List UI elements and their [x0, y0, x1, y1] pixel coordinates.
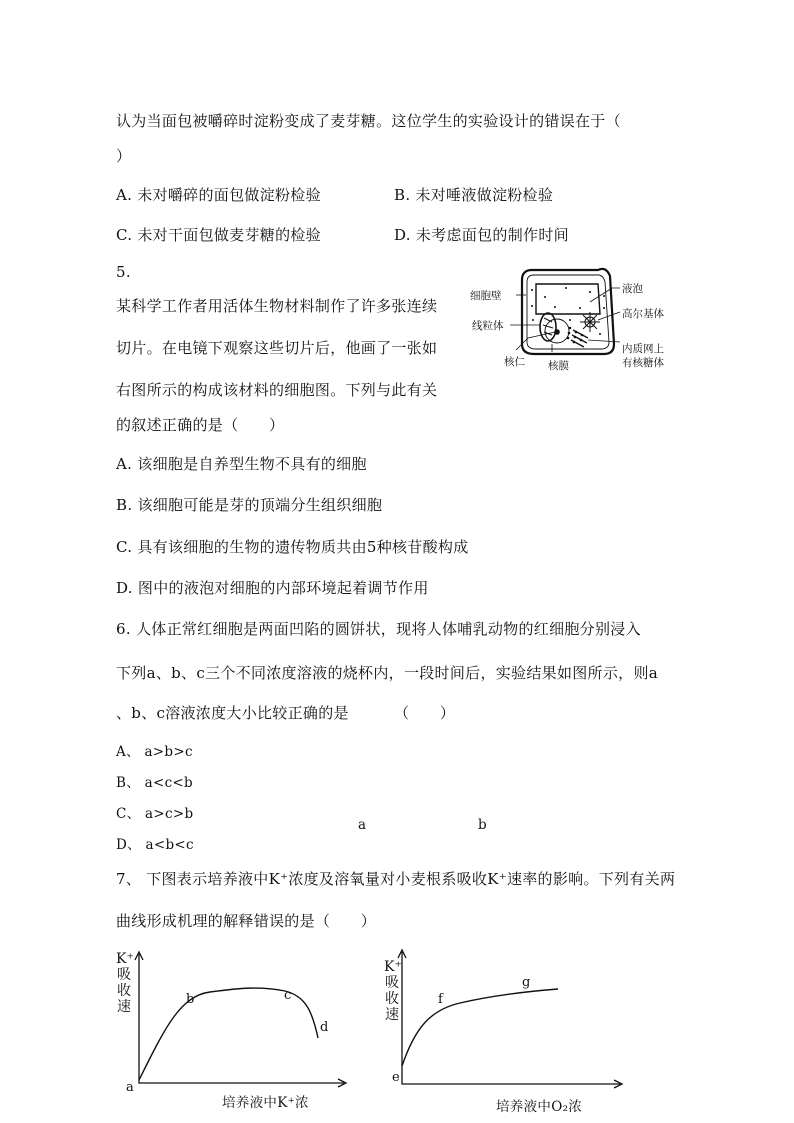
graph2-ylabel: 速 — [385, 1007, 399, 1023]
label-er-line2: 有核糖体 — [622, 357, 664, 369]
label-cell-wall: 细胞壁 — [470, 290, 502, 302]
graph2-point-f: f — [438, 992, 443, 1007]
q6-stem-line: 、b、c溶液浓度大小比较正确的是 — [116, 704, 349, 722]
graph2-axes-curve — [380, 948, 640, 1118]
graph1-ylabel: 吸 — [117, 967, 131, 983]
graph2-ylabel: 吸 — [385, 975, 399, 991]
q4-option-a[interactable]: A. 未对嚼碎的面包做淀粉检验 — [116, 186, 321, 204]
label-er-line1: 内质网上 — [622, 343, 664, 355]
plant-cell-figure — [470, 262, 710, 372]
q4-option-c[interactable]: C. 未对干面包做麦芽糖的检验 — [116, 226, 321, 244]
graph1-xlabel: 培养液中K⁺浓 — [222, 1095, 309, 1111]
q4-stem-end: 认为当面包被嚼碎时淀粉变成了麦芽糖。这位学生的实验设计的错误在于（ — [116, 112, 621, 130]
q5-number: 5. — [116, 263, 131, 281]
q6-figure-label-b: b — [478, 817, 487, 833]
graph2-xlabel: 培养液中O₂浓 — [496, 1099, 583, 1115]
q7-stem-line: 7、 下图表示培养液中K⁺浓度及溶氧量对小麦根系吸收K⁺速率的影响。下列有关两 — [116, 870, 676, 888]
graph1-ylabel: 速 — [117, 999, 131, 1015]
q6-option-a[interactable]: A、 a>b>c — [116, 744, 193, 760]
q5-stem-line: 的叙述正确的是（ ） — [116, 416, 285, 434]
label-nuclear-membrane: 核膜 — [548, 360, 569, 372]
q5-stem-line: 切片。在电镜下观察这些切片后，他画了一张如 — [116, 339, 438, 357]
graph1-point-d: d — [320, 1020, 329, 1035]
q5-option-c[interactable]: C. 具有该细胞的生物的遗传物质共由5种核苷酸构成 — [116, 538, 469, 556]
q4-paren-close: ） — [116, 147, 132, 165]
q4-option-d[interactable]: D. 未考虑面包的制作时间 — [394, 226, 569, 244]
graph1-point-a: a — [126, 1080, 134, 1095]
q6-answer-paren: （ ） — [394, 704, 456, 722]
q5-stem-line: 某科学工作者用活体生物材料制作了许多张连续 — [116, 297, 438, 315]
graph1-ylabel-k: K⁺ — [116, 951, 134, 967]
q4-option-b[interactable]: B. 未对唾液做淀粉检验 — [394, 186, 554, 204]
label-mitochondria: 线粒体 — [472, 320, 504, 332]
label-nucleolus: 核仁 — [504, 356, 525, 368]
q6-stem-line: 下列a、b、c三个不同浓度溶液的烧杯内，一段时间后，实验结果如图所示，则a — [116, 664, 658, 682]
graph2-point-g: g — [522, 975, 531, 990]
q5-option-a[interactable]: A. 该细胞是自养型生物不具有的细胞 — [116, 455, 367, 473]
q7-stem-line: 曲线形成机理的解释错误的是（ ） — [116, 912, 377, 930]
graph1-point-b: b — [186, 992, 195, 1007]
graph-o2-concentration — [380, 948, 640, 1118]
q5-option-d[interactable]: D. 图中的液泡对细胞的内部环境起着调节作用 — [116, 579, 429, 597]
label-vacuole: 液泡 — [622, 283, 643, 295]
graph2-ylabel: 收 — [385, 991, 399, 1007]
graph2-point-e: e — [392, 1070, 400, 1085]
graph2-ylabel-k: K⁺ — [384, 959, 402, 975]
q6-stem-line: 6. 人体正常红细胞是两面凹陷的圆饼状，现将人体哺乳动物的红细胞分别浸入 — [116, 620, 641, 638]
graph1-point-c: c — [284, 988, 292, 1003]
q5-stem-line: 右图所示的构成该材料的细胞图。下列与此有关 — [116, 381, 438, 399]
q6-figure-label-a: a — [358, 817, 367, 833]
q6-option-d[interactable]: D、 a<b<c — [116, 837, 194, 853]
q6-option-b[interactable]: B、 a<c<b — [116, 775, 193, 791]
graph1-ylabel: 收 — [117, 983, 131, 999]
graph-k-concentration — [110, 948, 360, 1118]
label-golgi: 高尔基体 — [622, 308, 664, 320]
q5-option-b[interactable]: B. 该细胞可能是芽的顶端分生组织细胞 — [116, 496, 383, 514]
q6-option-c[interactable]: C、 a>c>b — [116, 806, 194, 822]
